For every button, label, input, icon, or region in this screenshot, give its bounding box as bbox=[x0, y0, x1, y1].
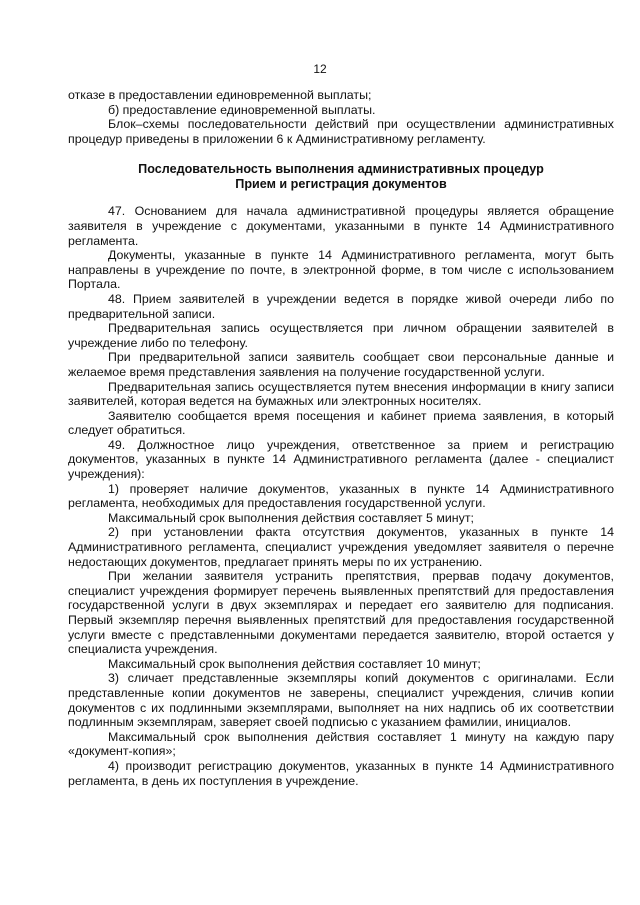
paragraph: 1) проверяет наличие документов, указанных в пункте 14 Административного регламента, необходимых для предоставления государственной услуги. bbox=[68, 481, 614, 511]
paragraph: отказе в предоставлении единовременной выплаты; bbox=[68, 88, 372, 102]
paragraph: 3) сличает представленные экземпляры копий документов с оригиналами. Если представленные копии документов не заверены, специалист учреждения, сличив копии документов с их подлинными экземплярами, выполняет на них надпись об их соответствии подлинным экземплярам, заверяет своей подписью с указанием фамилии, инициалов. bbox=[68, 671, 614, 730]
paragraph: Предварительная запись осуществляется путем внесения информации в книгу записи заявителей, которая ведется на бумажных или электронных носителях. bbox=[68, 379, 614, 409]
paragraph: 48. Прием заявителей в учреждении ведется в порядке живой очереди либо по предварительной записи. bbox=[68, 291, 614, 321]
paragraph: Предварительная запись осуществляется при личном обращении заявителей в учреждение либо по телефону. bbox=[68, 321, 614, 350]
document-body bbox=[68, 88, 614, 788]
paragraph: Заявителю сообщается время посещения и кабинет приема заявления, в который следует обратиться. bbox=[68, 408, 614, 438]
paragraph: б) предоставление единовременной выплаты. bbox=[108, 102, 376, 117]
paragraph: 49. Должностное лицо учреждения, ответственное за прием и регистрацию документов, указанных в пункте 14 Административного регламента (далее - специалист учреждения): bbox=[68, 437, 614, 482]
paragraph: 2) при установлении факта отсутствия документов, указанных в пункте 14 Административного регламента, специалист учреждения уведомляет заявителя о перечне недостающих документов, предлагает принять меры по их устранению. bbox=[68, 525, 614, 569]
section-heading bbox=[68, 162, 614, 192]
paragraph: 47. Основанием для начала административной процедуры является обращение заявителя в учреждение с документами, указанными в пункте 14 Административного регламента. bbox=[68, 204, 614, 248]
section-title: Последовательность выполнения административных процедур bbox=[138, 162, 544, 177]
paragraph: Блок–схемы последовательности действий при осуществлении административных процедур приведены в приложении 6 к Административному регламенту. bbox=[68, 117, 614, 146]
paragraph: Документы, указанные в пункте 14 Административного регламента, могут быть направлены в учреждение по почте, в электронной форме, в том числе с использованием Портала. bbox=[68, 248, 614, 292]
paragraph: При желании заявителя устранить препятствия, прервав подачу документов, специалист учреждения формирует перечень выявленных препятствий для предоставления государственной услуги в двух экземплярах и передает его заявителю для подписания. Первый экземпляр перечня выявленных препятствий для предоставления государственной услуги вместе с представленными документами передается заявителю, второй остается у специалиста учреждения. bbox=[68, 569, 614, 657]
section-subtitle: Прием и регистрация документов bbox=[235, 177, 447, 192]
page-number: 12 bbox=[313, 62, 327, 76]
paragraph: При предварительной записи заявитель сообщает свои персональные данные и желаемое время представления заявления на получение государственной услуги. bbox=[68, 350, 614, 379]
paragraph: Максимальный срок выполнения действия составляет 10 минут; bbox=[108, 656, 481, 671]
paragraph: Максимальный срок выполнения действия составляет 5 минут; bbox=[108, 510, 474, 525]
paragraph: Максимальный срок выполнения действия составляет 1 минуту на каждую пару «документ-копия»; bbox=[68, 729, 614, 759]
paragraph: 4) производит регистрацию документов, указанных в пункте 14 Административного регламента, в день их поступления в учреждение. bbox=[68, 758, 614, 788]
